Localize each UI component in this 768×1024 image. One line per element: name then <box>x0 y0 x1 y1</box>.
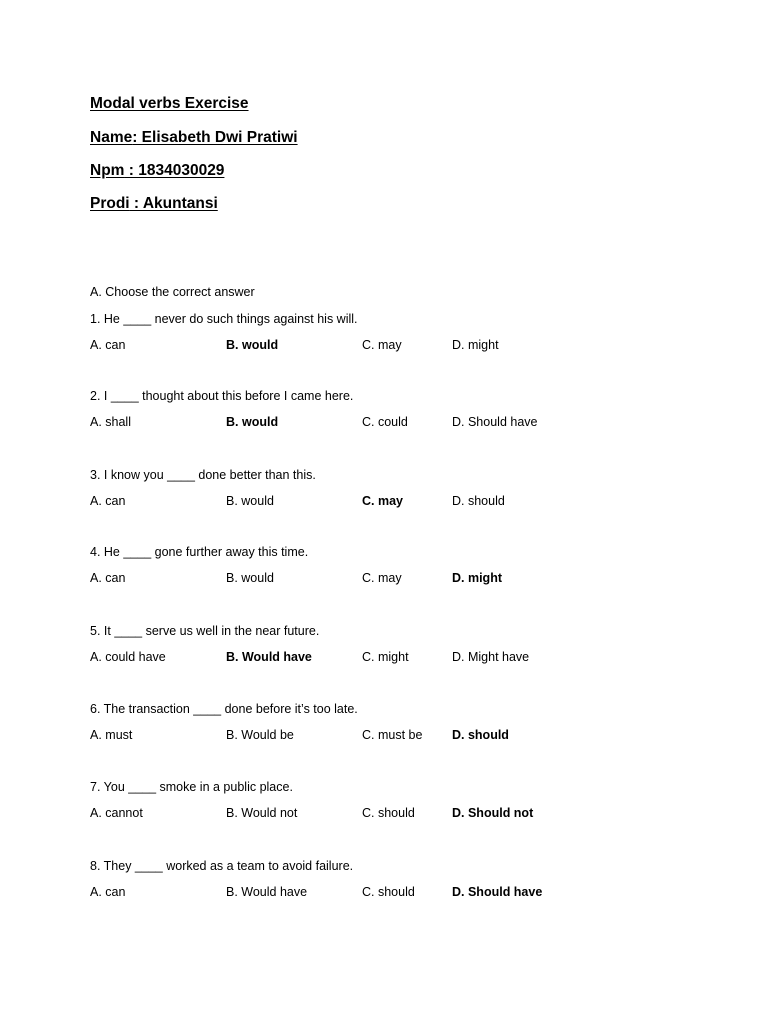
answer-option-c: C. should <box>362 885 415 899</box>
question-text: 8. They ____ worked as a team to avoid failure. <box>90 859 354 873</box>
answer-option-d: D. should <box>452 728 509 742</box>
answer-option-b: B. Would have <box>226 650 312 664</box>
answer-option-c: C. should <box>362 806 415 820</box>
answer-option-a: A. must <box>90 728 133 742</box>
answer-option-c: C. could <box>362 415 408 429</box>
question-text: 4. He ____ gone further away this time. <box>90 545 309 559</box>
question-item <box>90 312 650 362</box>
answer-option-b: B. Would have <box>226 885 308 899</box>
prodi-value: : Akuntansi <box>129 195 218 212</box>
name-label: Name <box>90 129 133 146</box>
answer-option-b: B. Would be <box>226 728 294 742</box>
answer-option-a: A. could have <box>90 650 166 664</box>
document-title-text: Modal verbs Exercise <box>90 95 249 112</box>
answer-option-d: D. Should have <box>452 885 543 899</box>
npm-label: Npm <box>90 162 125 179</box>
answer-option-a: A. can <box>90 338 126 352</box>
question-text: 3. I know you ____ done better than this. <box>90 468 316 482</box>
student-name-line <box>90 129 298 147</box>
question-item <box>90 859 650 909</box>
name-value: : Elisabeth Dwi Pratiwi <box>132 129 298 146</box>
question-text: 6. The transaction ____ done before it’s too late. <box>90 702 358 716</box>
document-title <box>90 95 249 113</box>
answer-option-d: D. might <box>452 571 502 585</box>
answer-option-a: A. can <box>90 571 126 585</box>
answer-option-b: B. Would not <box>226 806 298 820</box>
answer-option-c: C. must be <box>362 728 423 742</box>
question-item <box>90 624 650 674</box>
answer-option-c: C. may <box>362 494 403 508</box>
answer-option-b: B. would <box>226 338 279 352</box>
answer-option-b: B. would <box>226 571 274 585</box>
answer-option-b: B. would <box>226 415 279 429</box>
question-item <box>90 389 650 439</box>
answer-option-a: A. cannot <box>90 806 143 820</box>
answer-option-d: D. might <box>452 338 499 352</box>
answer-option-b: B. would <box>226 494 274 508</box>
answer-option-a: A. shall <box>90 415 131 429</box>
question-item <box>90 545 650 595</box>
question-item <box>90 468 650 518</box>
answer-option-c: C. may <box>362 338 402 352</box>
question-item <box>90 780 650 830</box>
answer-option-a: A. can <box>90 885 126 899</box>
answer-option-c: C. may <box>362 571 402 585</box>
question-text: 7. You ____ smoke in a public place. <box>90 780 293 794</box>
student-prodi-line <box>90 195 218 213</box>
answer-option-d: D. should <box>452 494 505 508</box>
answer-option-c: C. might <box>362 650 409 664</box>
question-text: 2. I ____ thought about this before I came here. <box>90 389 354 403</box>
answer-option-a: A. can <box>90 494 126 508</box>
npm-value: : 1834030029 <box>124 162 225 179</box>
section-title: A. Choose the correct answer <box>90 285 255 299</box>
question-text: 5. It ____ serve us well in the near future. <box>90 624 320 638</box>
prodi-label: Prodi <box>90 195 130 212</box>
question-text: 1. He ____ never do such things against his will. <box>90 312 358 326</box>
answer-option-d: D. Should not <box>452 806 534 820</box>
student-npm-line <box>90 162 224 180</box>
answer-option-d: D. Should have <box>452 415 538 429</box>
answer-option-d: D. Might have <box>452 650 530 664</box>
question-item <box>90 702 650 752</box>
